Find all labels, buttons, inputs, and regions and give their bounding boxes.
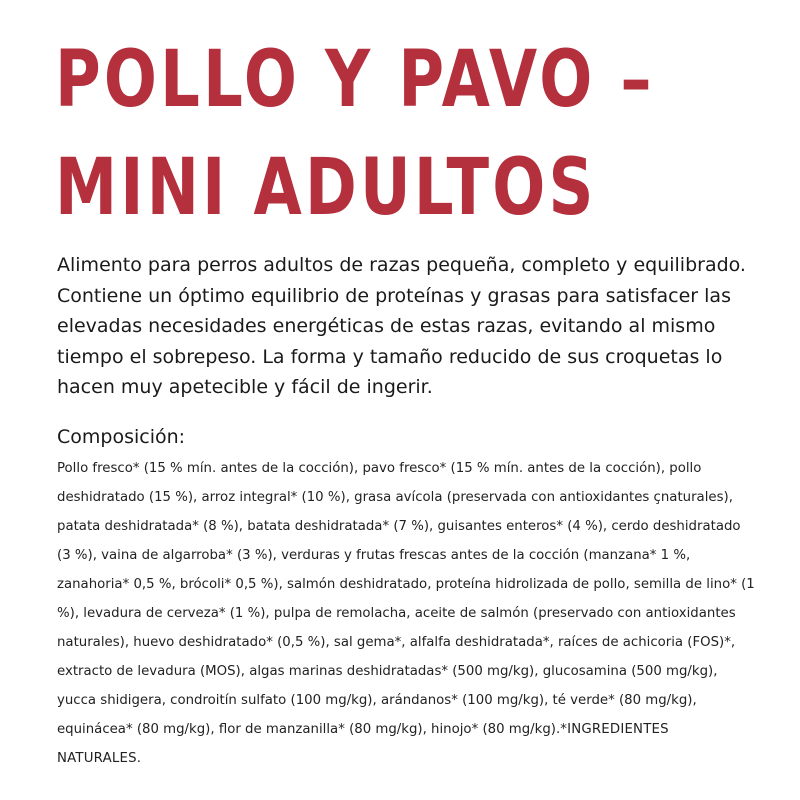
page-title [55,26,655,242]
ingredients-list: Pollo fresco* (15 % mín. antes de la cocción), pavo fresco* (15 % mín. antes de la cocción), pollo deshidratado (15 %), arroz integral* (10 %), grasa avícola (preservada con antioxidantes çnaturales), patata deshidratada* (8 %), batata deshidratada* (7 %), guisantes enteros* (4 %), cerdo deshidratado (3 %), vaina de algarroba* (3 %), verduras y frutas frescas antes de la cocción (manzana* 1 %, zanahoria* 0,5 %, brócoli* 0,5 %), salmón deshidratado, proteína hidrolizada de pollo, semilla de lino* (1 %), levadura de cerveza* (1 %), pulpa de remolacha, aceite de salmón (preservado con antioxidantes naturales), huevo deshidratado* (0,5 %), sal gema*, alfalfa deshidratada*, raíces de achicoria (FOS)*, extracto de levadura (MOS), algas marinas deshidratadas* (500 mg/kg), glucosamina (500 mg/kg), yucca shidigera, condroitín sulfato (100 mg/kg), arándanos* (100 mg/kg), té verde* (80 mg/kg), equinácea* (80 mg/kg), flor de manzanilla* (80 mg/kg), hinojo* (80 mg/kg). [57,461,755,737]
composition-text [57,454,757,773]
product-description: Alimento para perros adultos de razas pequeña, completo y equilibrado. Contiene un óptimo equilibrio de proteínas y grasas para satisfacer las elevadas necesidades energéticas de estas razas, evitando al mismo tiempo el sobrepeso. La forma y tamaño reducido de sus croquetas lo hacen muy apetecible y fácil de ingerir. [57,254,746,398]
natural-ingredients-note: *INGREDIENTES NATURALES. [57,722,669,766]
title-line-2: MINI ADULTOS [55,143,597,233]
composition-heading: Composición: [57,426,186,448]
title-line-1: POLLO Y PAVO – [55,35,655,125]
